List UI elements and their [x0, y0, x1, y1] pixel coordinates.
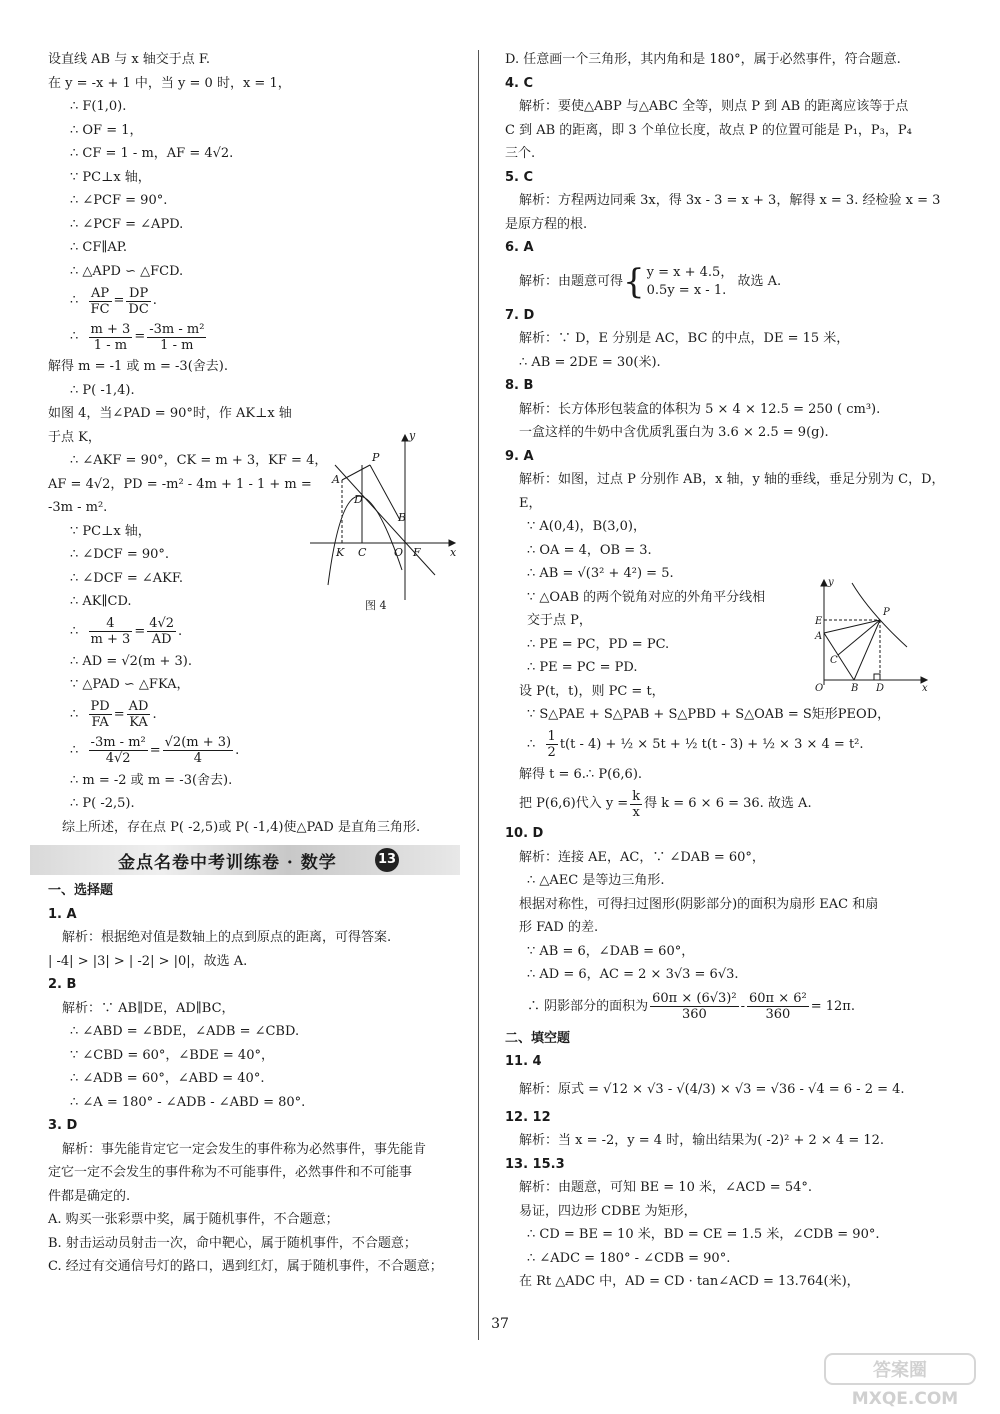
text-line: | -4| > |3| > | -2| > |0|，故选 A. [48, 953, 248, 969]
question-number: 5. C [505, 169, 534, 185]
text-line: 三个. [505, 146, 536, 161]
text-line: 解析：要使△ABP 与△ABC 全等，则点 P 到 AB 的距离应该等于点 [519, 99, 909, 114]
watermark-logo [815, 1350, 995, 1410]
text-line: 在 y = -x + 1 中，当 y = 0 时，x = 1， [48, 75, 291, 91]
text-line: ∴ PE = PC = PD. [527, 660, 638, 675]
label-b: B [851, 683, 859, 693]
text-line: 交于点 P， [527, 613, 592, 628]
text-line: ∵ △OAB 的两个锐角对应的外角平分线相 [527, 589, 766, 605]
question-number: 10. D [505, 826, 544, 841]
text-line: ∵ PC⊥x 轴， [70, 523, 151, 539]
fraction: $\frac{√2(m + 3)}{4}$ [164, 735, 232, 766]
question-number: 13. 15.3 [505, 1156, 565, 1172]
fraction: $\frac{1}{2}$ [547, 729, 556, 760]
text-line: ∴ ∠DCF = 90°. [70, 547, 170, 562]
label-a: A [815, 631, 823, 642]
text-line: ∴ PE = PC，PD = PC. [527, 636, 670, 652]
text-line: ∴ ∠DCF = ∠AKF. [70, 570, 183, 586]
text-line: B. 射击运动员射击一次，命中靶心，属于随机事件，不合题意； [48, 1235, 417, 1251]
fraction-line: ∴ $\frac{AP}{FC}$ = $\frac{DP}{DC}$ . [70, 285, 157, 317]
text-line: 解析：由题意，可知 BE = 10 米，∠ACD = 54°. [519, 1180, 812, 1195]
text-line: ∴ ∠ADB = 60°，∠ABD = 40°. [70, 1071, 265, 1086]
text-line: ∴ AD = 6，AC = 2 × 3√3 = 6√3. [527, 967, 739, 982]
equation-system: { y = x + 4.5， 0.5y = x - 1. [623, 261, 734, 302]
text-line: ∵ A(0,4)，B(3,0)， [527, 519, 646, 534]
question-number: 2. B [48, 977, 77, 992]
fraction: $\frac{\text{60π × 6²}}{360}$ [748, 991, 807, 1022]
label-c: C [358, 546, 367, 559]
text-line: 解析：当 x = -2，y = 4 时，输出结果为( -2)² + 2 × 4 = 12. [519, 1133, 885, 1148]
fraction: $\frac{PD}{FA}$ [90, 699, 110, 730]
text-line: ∴ CF = 1 - m，AF = 4√2. [70, 146, 234, 161]
figure-4 [310, 425, 470, 615]
text-line: 解得 m = -1 或 m = -3(舍去). [48, 359, 228, 374]
text-line: ∴ ∠ADC = 180° - ∠CDB = 90°. [527, 1250, 731, 1266]
question-number: 8. B [505, 378, 534, 393]
fraction-line: ∴ $\frac{m + 3}{1 - m}$ = $\frac{\text{-3m - m²}}{1 - m}$ [70, 321, 205, 353]
question-number: 7. D [505, 307, 535, 323]
text-line: 解得 t = 6.∴ P(6,6). [519, 766, 643, 782]
fraction-line: ∴ $\frac{\text{-3m - m²}}{4√2}$ = $\frac{√2(m + 3)}{4}$ . [70, 735, 240, 766]
question-number: 9. A [505, 448, 534, 464]
figure-caption: 图 4 [365, 599, 387, 612]
text-line: ∴ ∠ABD = ∠BDE，∠ADB = ∠CBD. [70, 1024, 300, 1039]
label-b: B [398, 511, 407, 524]
text-line: 解析：根据绝对值是数轴上的点到原点的距离，可得答案. [62, 930, 392, 945]
text-line: E， [519, 495, 542, 511]
text-line: ∴ F(1,0). [70, 99, 127, 114]
parabola [328, 496, 402, 585]
section-heading: 二、填空题 [505, 1030, 571, 1046]
text-line: ∴ m = -2 或 m = -3(舍去). [70, 772, 233, 788]
text-line: ∴ OA = 4，OB = 3. [527, 542, 652, 558]
text-line: 解析：方程两边同乘 3x，得 3x - 3 = x + 3，解得 x = 3. 经检验 x = 3 [519, 193, 941, 208]
label-a: A [332, 473, 340, 486]
svg-text:答案圈: 答案圈 [873, 1360, 927, 1381]
text-line: -3m - m². [48, 500, 108, 515]
segment-pb [854, 620, 880, 680]
label-o: O [815, 683, 824, 693]
text-line: 解析：长方体形包装盒的体积为 5 × 4 × 12.5 = 250 ( cm³). [519, 401, 881, 417]
fraction-line: ∴ 阴影部分的面积为 $\frac{\text{60π × (6√3)²}}{360}$ - $\frac{\text{60π × 6²}}{360}$ = 12π. [527, 991, 855, 1022]
fraction: $\frac{k}{x}$ [632, 788, 641, 820]
text-line: ∴ △AEC 是等边三角形. [527, 873, 665, 888]
y-axis-arrow [821, 580, 827, 586]
question-number: 4. C [505, 75, 534, 91]
fraction: $\frac{DP}{DC}$ [128, 285, 149, 317]
fraction: $\frac{\text{60π × (6√3)²}}{360}$ [652, 991, 737, 1022]
text-line: ∴ AK∥CD. [70, 594, 132, 609]
fraction: $\frac{AP}{FC}$ [90, 285, 110, 317]
label-p: P [372, 451, 380, 464]
label-p: P [883, 607, 890, 618]
text-line: 件都是确定的. [48, 1188, 131, 1204]
text-line: 一盒这样的牛奶中含优质乳蛋白为 3.6 × 2.5 = 9(g). [519, 425, 829, 440]
label-y: y [409, 429, 416, 442]
question-number: 3. D [48, 1118, 78, 1133]
text-line: 易证，四边形 CDBE 为矩形， [519, 1203, 697, 1219]
equation-system-line: 解析：由题意可得 { y = x + 4.5， 0.5y = x - 1. 故选 A. [519, 261, 782, 302]
text-line: 形 FAD 的差. [519, 920, 599, 935]
text-line: 于点 K， [48, 429, 101, 445]
text-line: 如图 4，当∠PAD = 90°时，作 AK⊥x 轴 [48, 406, 292, 421]
fraction-line: ∴ $\frac{4}{m + 3}$ = $\frac{4√2}{AD}$ . [70, 616, 183, 647]
label-o: O [394, 546, 404, 559]
right-angle-mark [874, 674, 880, 680]
text-line: 定它一定不会发生的事件称为不可能事件，必然事件和不可能事 [48, 1165, 413, 1180]
label-y: y [828, 577, 834, 588]
text-line: ∴ △APD ∽ △FCD. [70, 263, 184, 279]
text-line: 综上所述，存在点 P( -2,5)或 P( -1,4)使△PAD 是直角三角形. [62, 819, 421, 835]
line-pb [370, 465, 400, 520]
fraction-line: ∴ $\frac{1}{2}$ t(t - 4) + ½ × 5t + ½ t(t - 3) + ½ × 3 × 4 = t². [527, 729, 864, 760]
question-number: 11. 4 [505, 1054, 542, 1069]
question-number: 12. 12 [505, 1109, 551, 1125]
label-k: K [336, 546, 345, 559]
page-number: 37 [491, 1316, 509, 1332]
text-line: 是原方程的根. [505, 216, 588, 232]
fraction: $\frac{AD}{KA}$ [128, 699, 149, 730]
text-line: ∴ AB = √(3² + 4²) = 5. [527, 566, 674, 581]
label-x: x [450, 546, 457, 559]
text-line: ∵ △PAD ∽ △FKA， [70, 677, 190, 692]
fraction: $\frac{4√2}{AD}$ [149, 616, 175, 647]
question-number: 6. A [505, 240, 534, 255]
section-banner [30, 845, 460, 875]
text-line: 设 P(t，t)，则 PC = t， [519, 683, 665, 699]
fraction: $\frac{4}{m + 3}$ [90, 616, 131, 647]
text-line: ∴ AB = 2DE = 30(米). [519, 354, 661, 370]
figure-q9 [812, 575, 932, 693]
text-line: 解析：事先能肯定它一定会发生的事件称为必然事件，事先能肯 [62, 1141, 427, 1157]
fraction-line: 把 P(6,6)代入 y = $\frac{k}{x}$ 得 k = 6 × 6 = 36. 故选 A. [519, 788, 812, 820]
question-number: 1. A [48, 906, 77, 922]
left-column [48, 48, 458, 1279]
figure-4-diagram [310, 425, 470, 615]
text-line: ∴ CD = BE = 10 米，BD = CE = 1.5 米，∠CDB = 90°. [527, 1227, 880, 1242]
text-line: 解析：原式 = √12 × √3 - √(4/3) × √3 = √36 - √4 = 6 - 2 = 4. [519, 1081, 905, 1097]
text-line: 解析：连接 AE，AC，∵ ∠DAB = 60°， [519, 849, 765, 865]
text-line: ∴ OF = 1， [70, 122, 143, 138]
label-c: C [830, 655, 838, 666]
label-e: E [815, 616, 823, 627]
y-axis-arrow [402, 435, 408, 441]
text-line: ∵ ∠CBD = 60°，∠BDE = 40°， [70, 1047, 274, 1063]
label-d: D [354, 493, 363, 506]
text-line: AF = 4√2，PD = -m² - 4m + 1 - 1 + m = [48, 476, 312, 492]
text-line: ∴ ∠AKF = 90°，CK = m + 3，KF = 4， [70, 453, 328, 468]
text-line: 设直线 AB 与 x 轴交于点 F. [48, 52, 211, 67]
text-line: ∴ ∠PCF = ∠APD. [70, 216, 184, 232]
text-line: ∵ S△PAE + S△PAB + S△PBD + S△OAB = S矩形PEOD， [527, 707, 891, 722]
text-line: 解析：∵ D，E 分别是 AC，BC 的中点，DE = 15 米， [519, 331, 850, 346]
text-line: ∴ P( -2,5). [70, 796, 135, 811]
label-d: D [876, 683, 885, 693]
fraction-line: ∴ $\frac{PD}{FA}$ = $\frac{AD}{KA}$ . [70, 699, 157, 730]
line-ap [342, 465, 370, 480]
banner-title: 金点名卷中考训练卷 · 数学 [118, 853, 337, 873]
text-line: 根据对称性，可得扫过图形(阴影部分)的面积为扇形 EAC 和扇 [519, 896, 879, 912]
text-line: D. 任意画一个三角形，其内角和是 180°，属于必然事件，符合题意. [505, 52, 901, 67]
text-line: ∴ CF∥AP. [70, 240, 128, 255]
svg-text:MXQE.COM: MXQE.COM [851, 1389, 959, 1409]
watermark-graphic [815, 1350, 995, 1410]
label-f: F [413, 546, 421, 559]
text-line: ∵ PC⊥x 轴， [70, 169, 151, 185]
fraction: $\frac{\text{-3m - m²}}{4√2}$ [90, 735, 146, 766]
paper-number-badge: 13 [375, 848, 399, 872]
text-line: ∴ ∠PCF = 90°. [70, 193, 168, 208]
text-line: ∴ P( -1,4). [70, 382, 135, 398]
figure-q9-diagram [812, 575, 932, 693]
segment-ab [824, 633, 854, 680]
column-divider [478, 50, 479, 1340]
section-heading: 一、选择题 [48, 883, 114, 898]
label-x: x [922, 683, 928, 693]
text-line: 解析：如图，过点 P 分别作 AB，x 轴，y 轴的垂线，垂足分别为 C，D， [519, 472, 945, 487]
fraction: $\frac{\text{-3m - m²}}{1 - m}$ [149, 321, 205, 353]
text-line: ∵ AB = 6，∠DAB = 60°， [527, 943, 695, 959]
text-line: 在 Rt △ADC 中，AD = CD · tan∠ACD = 13.764(米)， [519, 1274, 860, 1289]
text-line: C 到 AB 的距离，即 3 个单位长度，故点 P 的位置可能是 P₁，P₃，P₄ [505, 122, 912, 138]
text-line: A. 购买一张彩票中奖，属于随机事件，不合题意； [48, 1212, 339, 1227]
text-line: ∴ ∠A = 180° - ∠ADB - ∠ABD = 80°. [70, 1094, 306, 1110]
text-line: ∴ AD = √2(m + 3). [70, 653, 192, 669]
text-line: C. 经过有交通信号灯的路口，遇到红灯，属于随机事件，不合题意； [48, 1259, 443, 1274]
text-line: 解析：∵ AB∥DE，AD∥BC， [62, 1000, 235, 1016]
fraction: $\frac{m + 3}{1 - m}$ [90, 321, 131, 353]
